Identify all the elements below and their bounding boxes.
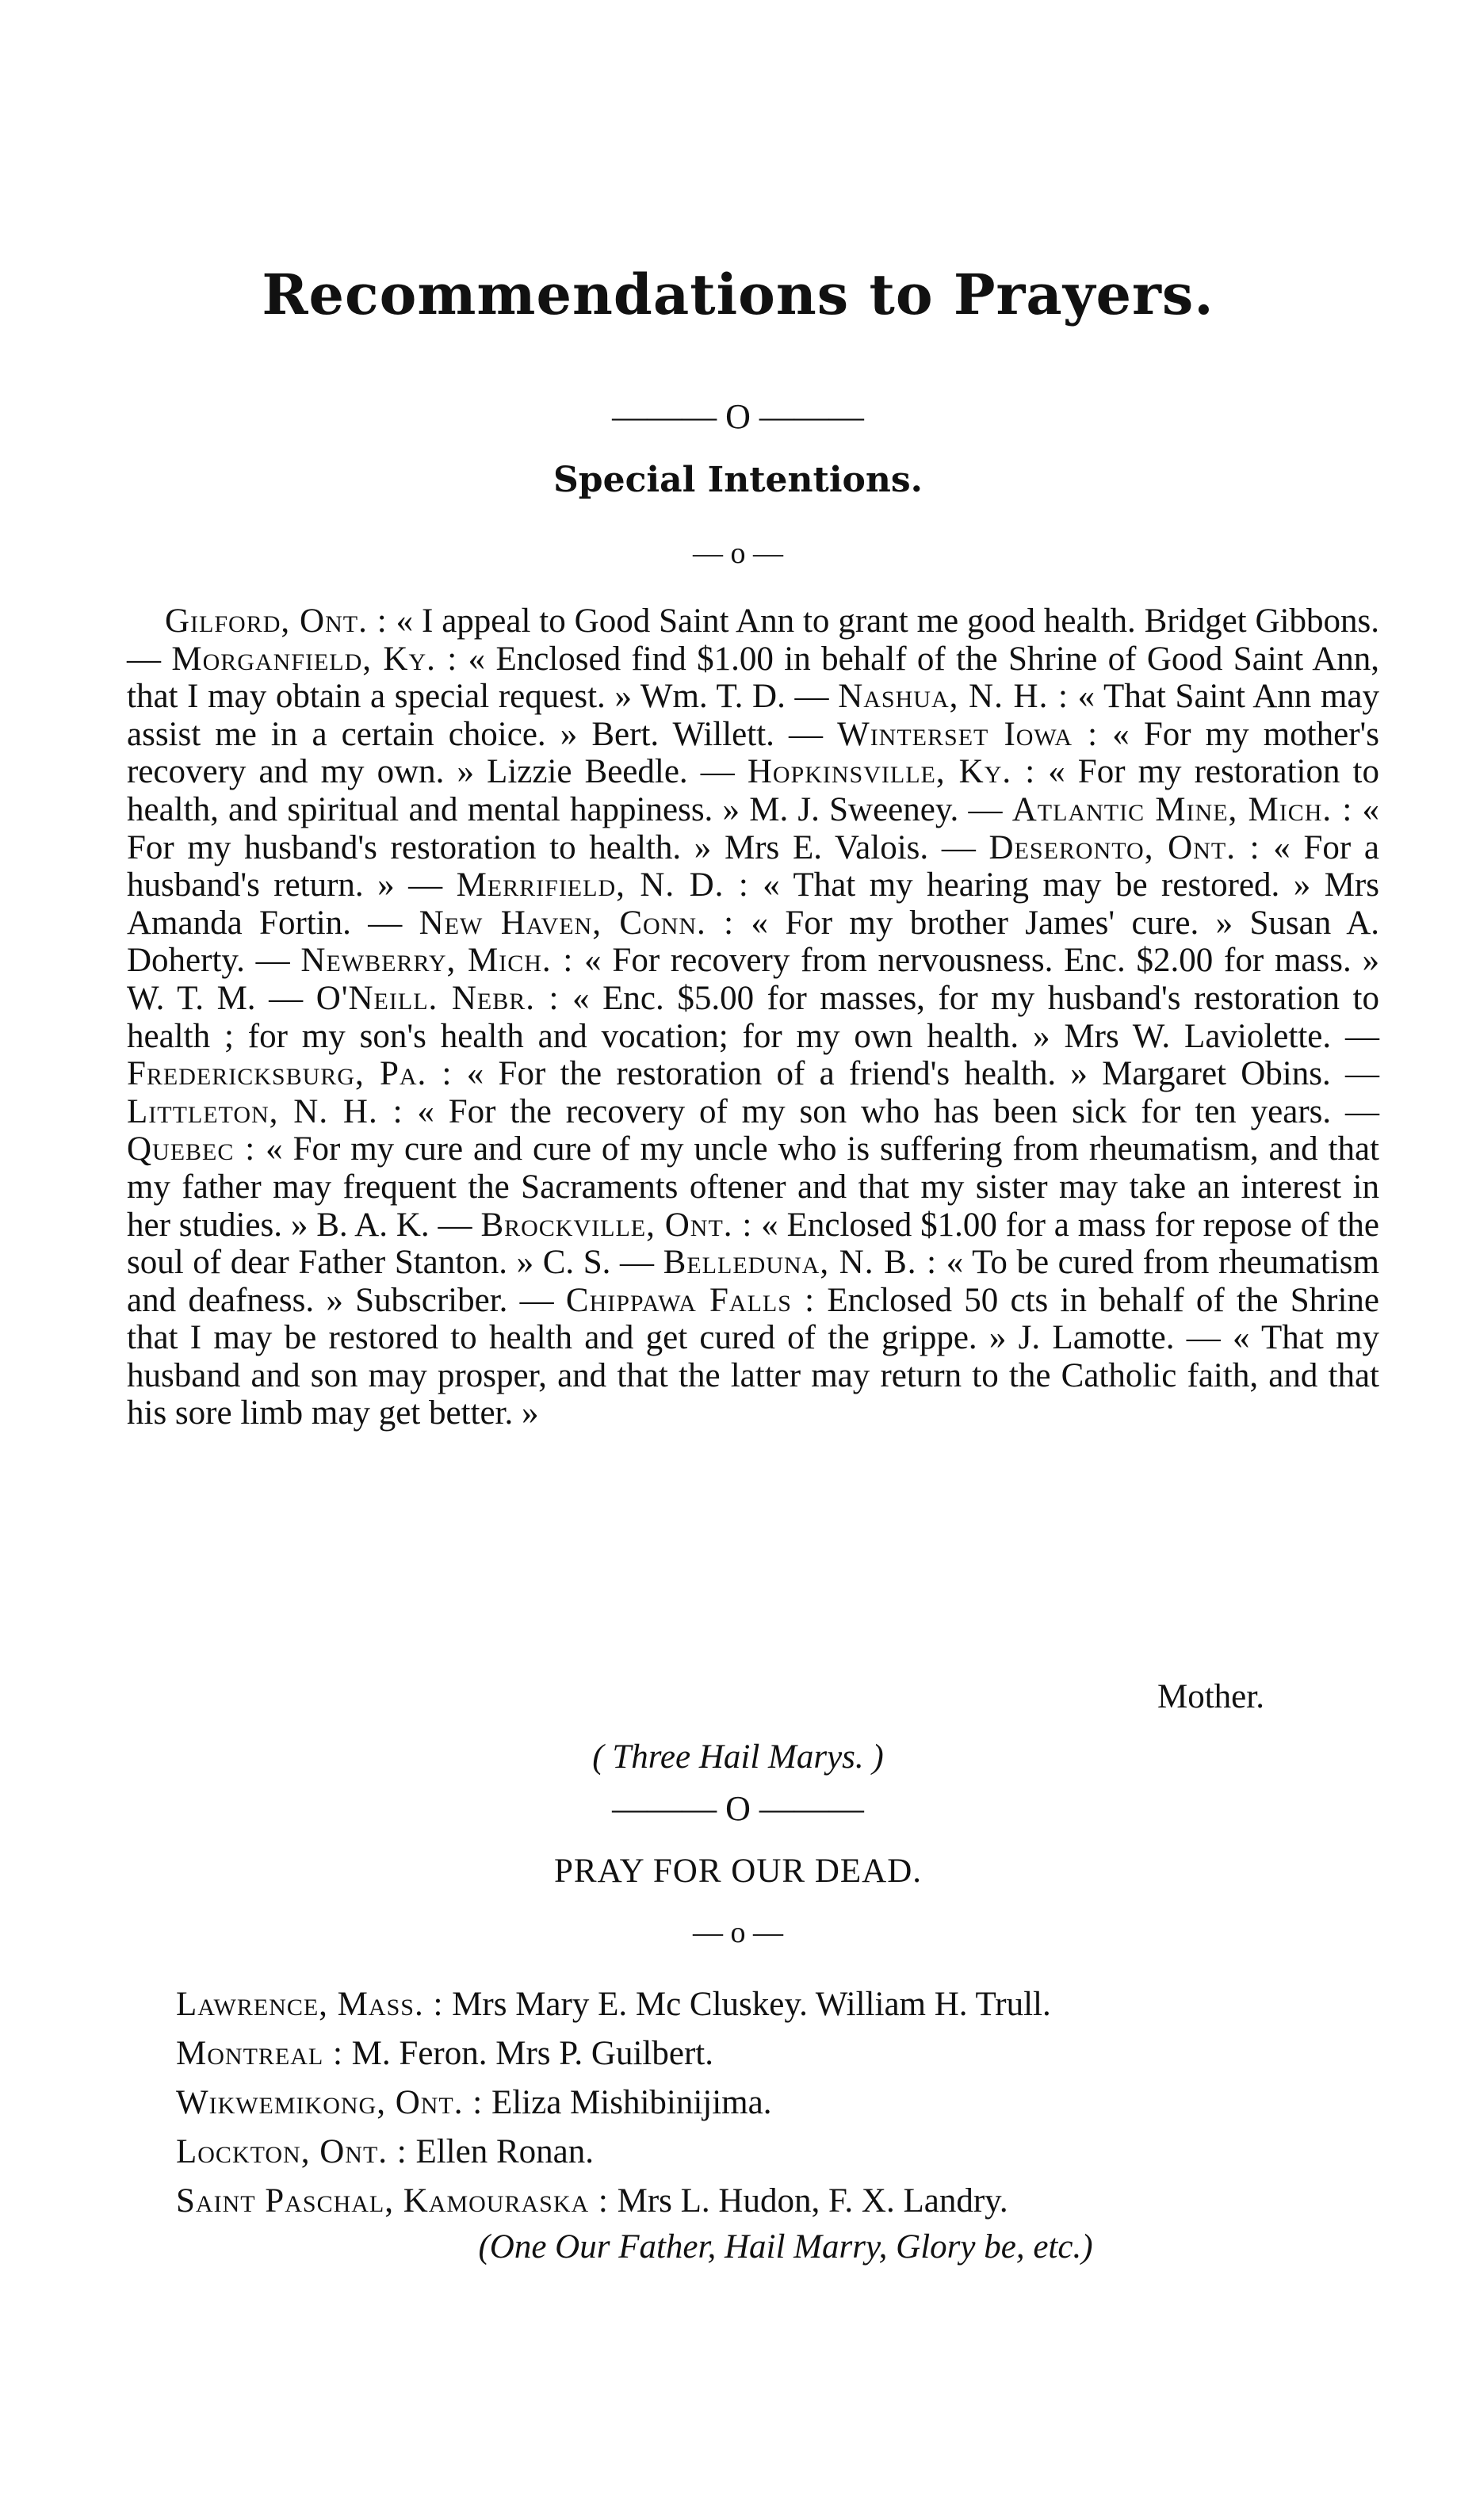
entry-text: Eliza Mishibinijima. xyxy=(483,2084,772,2121)
divider-large: ——— O ——— xyxy=(612,1789,864,1828)
list-item xyxy=(176,2078,1286,2128)
entry-place: Nashua, N. H. : xyxy=(838,678,1069,716)
signature: Mother. xyxy=(1157,1678,1264,1715)
divider-small: — o — xyxy=(693,537,783,570)
entry-text: « For my restoration to health, and spiritual and mental happiness. » M. J. Sweeney. — xyxy=(127,753,1379,828)
entry-text: Mrs Mary E. Mc Cluskey. William H. Trull. xyxy=(443,1986,1051,2023)
pray-for-dead-heading: PRAY FOR OUR DEAD. xyxy=(553,1853,923,1890)
entry-text: « Enclosed find $1.00 in behalf of the Shrine of Good Saint Ann, that I may obtain a special request. » Wm. T. D. — xyxy=(127,640,1380,716)
entry-place: Chippawa Falls : xyxy=(565,1281,816,1319)
entry-place: Wikwemikong, Ont. : xyxy=(176,2084,484,2121)
entry-place: Merrifield, N. D. : xyxy=(456,866,749,904)
divider-small: — o — xyxy=(693,1916,783,1949)
entry-place: Quebec : xyxy=(127,1130,256,1168)
list-item xyxy=(176,2029,1286,2078)
entry-place: Hopkinsville, Ky. : xyxy=(747,753,1036,791)
entry-text: « For the restoration of a friend's health. » Margaret Obins. — xyxy=(452,1055,1379,1093)
entry-place: Newberry, Mich. : xyxy=(300,942,574,980)
entry-place: Fredericksburg, Pa. : xyxy=(127,1055,453,1093)
entry-place: Brockville, Ont. : xyxy=(480,1206,753,1244)
entry-place: Littleton, N. H. : xyxy=(127,1092,403,1130)
page-title: Recommendations to Prayers. xyxy=(262,262,1214,327)
list-item xyxy=(176,2128,1286,2177)
entry-place: New Haven, Conn. : xyxy=(419,904,735,942)
closing-prayer: (One Our Father, Hail Marry, Glory be, etc.) xyxy=(478,2228,1093,2266)
entry-place: Lockton, Ont. : xyxy=(176,2133,407,2170)
entry-text: « That Saint Ann may assist me in a certain choice. » Bert. Willett. — xyxy=(127,678,1379,753)
list-item xyxy=(176,2177,1286,2226)
entry-text: « Enc. $5.00 for masses, for my husband's restoration to health ; for my son's health and vocation; for my own health. » Mrs W. Laviolette. — xyxy=(127,979,1379,1055)
entry-text: « I appeal to Good Saint Ann to grant me good health. Bridget Gibbons. — xyxy=(127,602,1379,678)
special-intentions-heading: Special Intentions. xyxy=(553,460,923,500)
entry-text: « For my cure and cure of my uncle who is suffering from rheumatism, and that my father may frequent the Sacraments oftener and that my sister may take an interest in her studies. » B. A. K. — xyxy=(127,1130,1379,1244)
entry-text: « To be cured from rheumatism and deafness. » Subscriber. — xyxy=(127,1244,1379,1319)
entry-text: Mrs L. Hudon, F. X. Landry. xyxy=(608,2182,1008,2220)
three-hail-marys: ( Three Hail Marys. ) xyxy=(592,1738,884,1776)
dead-list xyxy=(176,1980,1286,2226)
entry-text: « For the recovery of my son who has been sick for ten years. — xyxy=(403,1092,1379,1130)
entry-place: O'Neill. Nebr. : xyxy=(315,979,560,1017)
entry-text: Ellen Ronan. xyxy=(407,2133,594,2170)
entry-text: « Enclosed $1.00 for a mass for repose of the soul of dear Father Stanton. » C. S. — xyxy=(127,1206,1379,1282)
entry-text: « That my hearing may be restored. » Mrs Amanda Fortin. — xyxy=(127,866,1379,942)
entry-text: « For a husband's return. » — xyxy=(127,828,1379,904)
entry-place: Belleduna, N. B. : xyxy=(663,1244,938,1282)
entry-place: Winterset Iowa : xyxy=(837,715,1099,753)
entry-place: Gilford, Ont. : xyxy=(165,602,388,640)
divider-large: ——— O ——— xyxy=(612,397,864,436)
entry-text: Enclosed 50 cts in behalf of the Shrine that I may be restored to health and get cured of the grippe. » J. Lamotte. — « That my husband and son may prosper, and that the latter may return to the Catholic faith, and that his sore limb may get better. » xyxy=(127,1281,1380,1432)
entry-text: M. Feron. Mrs P. Guilbert. xyxy=(342,2035,713,2072)
entry-place: Deseronto, Ont. : xyxy=(988,828,1260,866)
entry-text: « For my brother James' cure. » Susan A. Doherty. — xyxy=(127,904,1379,980)
entry-place: Montreal : xyxy=(176,2035,343,2072)
entry-text: « For my husband's restoration to health. » Mrs E. Valois. — xyxy=(127,790,1380,866)
entry-place: Saint Paschal, Kamouraska : xyxy=(176,2182,609,2220)
list-item xyxy=(176,1980,1286,2029)
entry-text: « For my mother's recovery and my own. » Lizzie Beedle. — xyxy=(127,715,1379,791)
entry-text: « For recovery from nervousness. Enc. $2.00 for mass. » W. T. M. — xyxy=(127,942,1379,1017)
entry-place: Lawrence, Mass. : xyxy=(176,1986,444,2023)
special-intentions-body xyxy=(127,602,1379,1432)
entry-place: Atlantic Mine, Mich. : xyxy=(1011,790,1353,828)
entry-place: Morganfield, Ky. : xyxy=(171,640,458,678)
